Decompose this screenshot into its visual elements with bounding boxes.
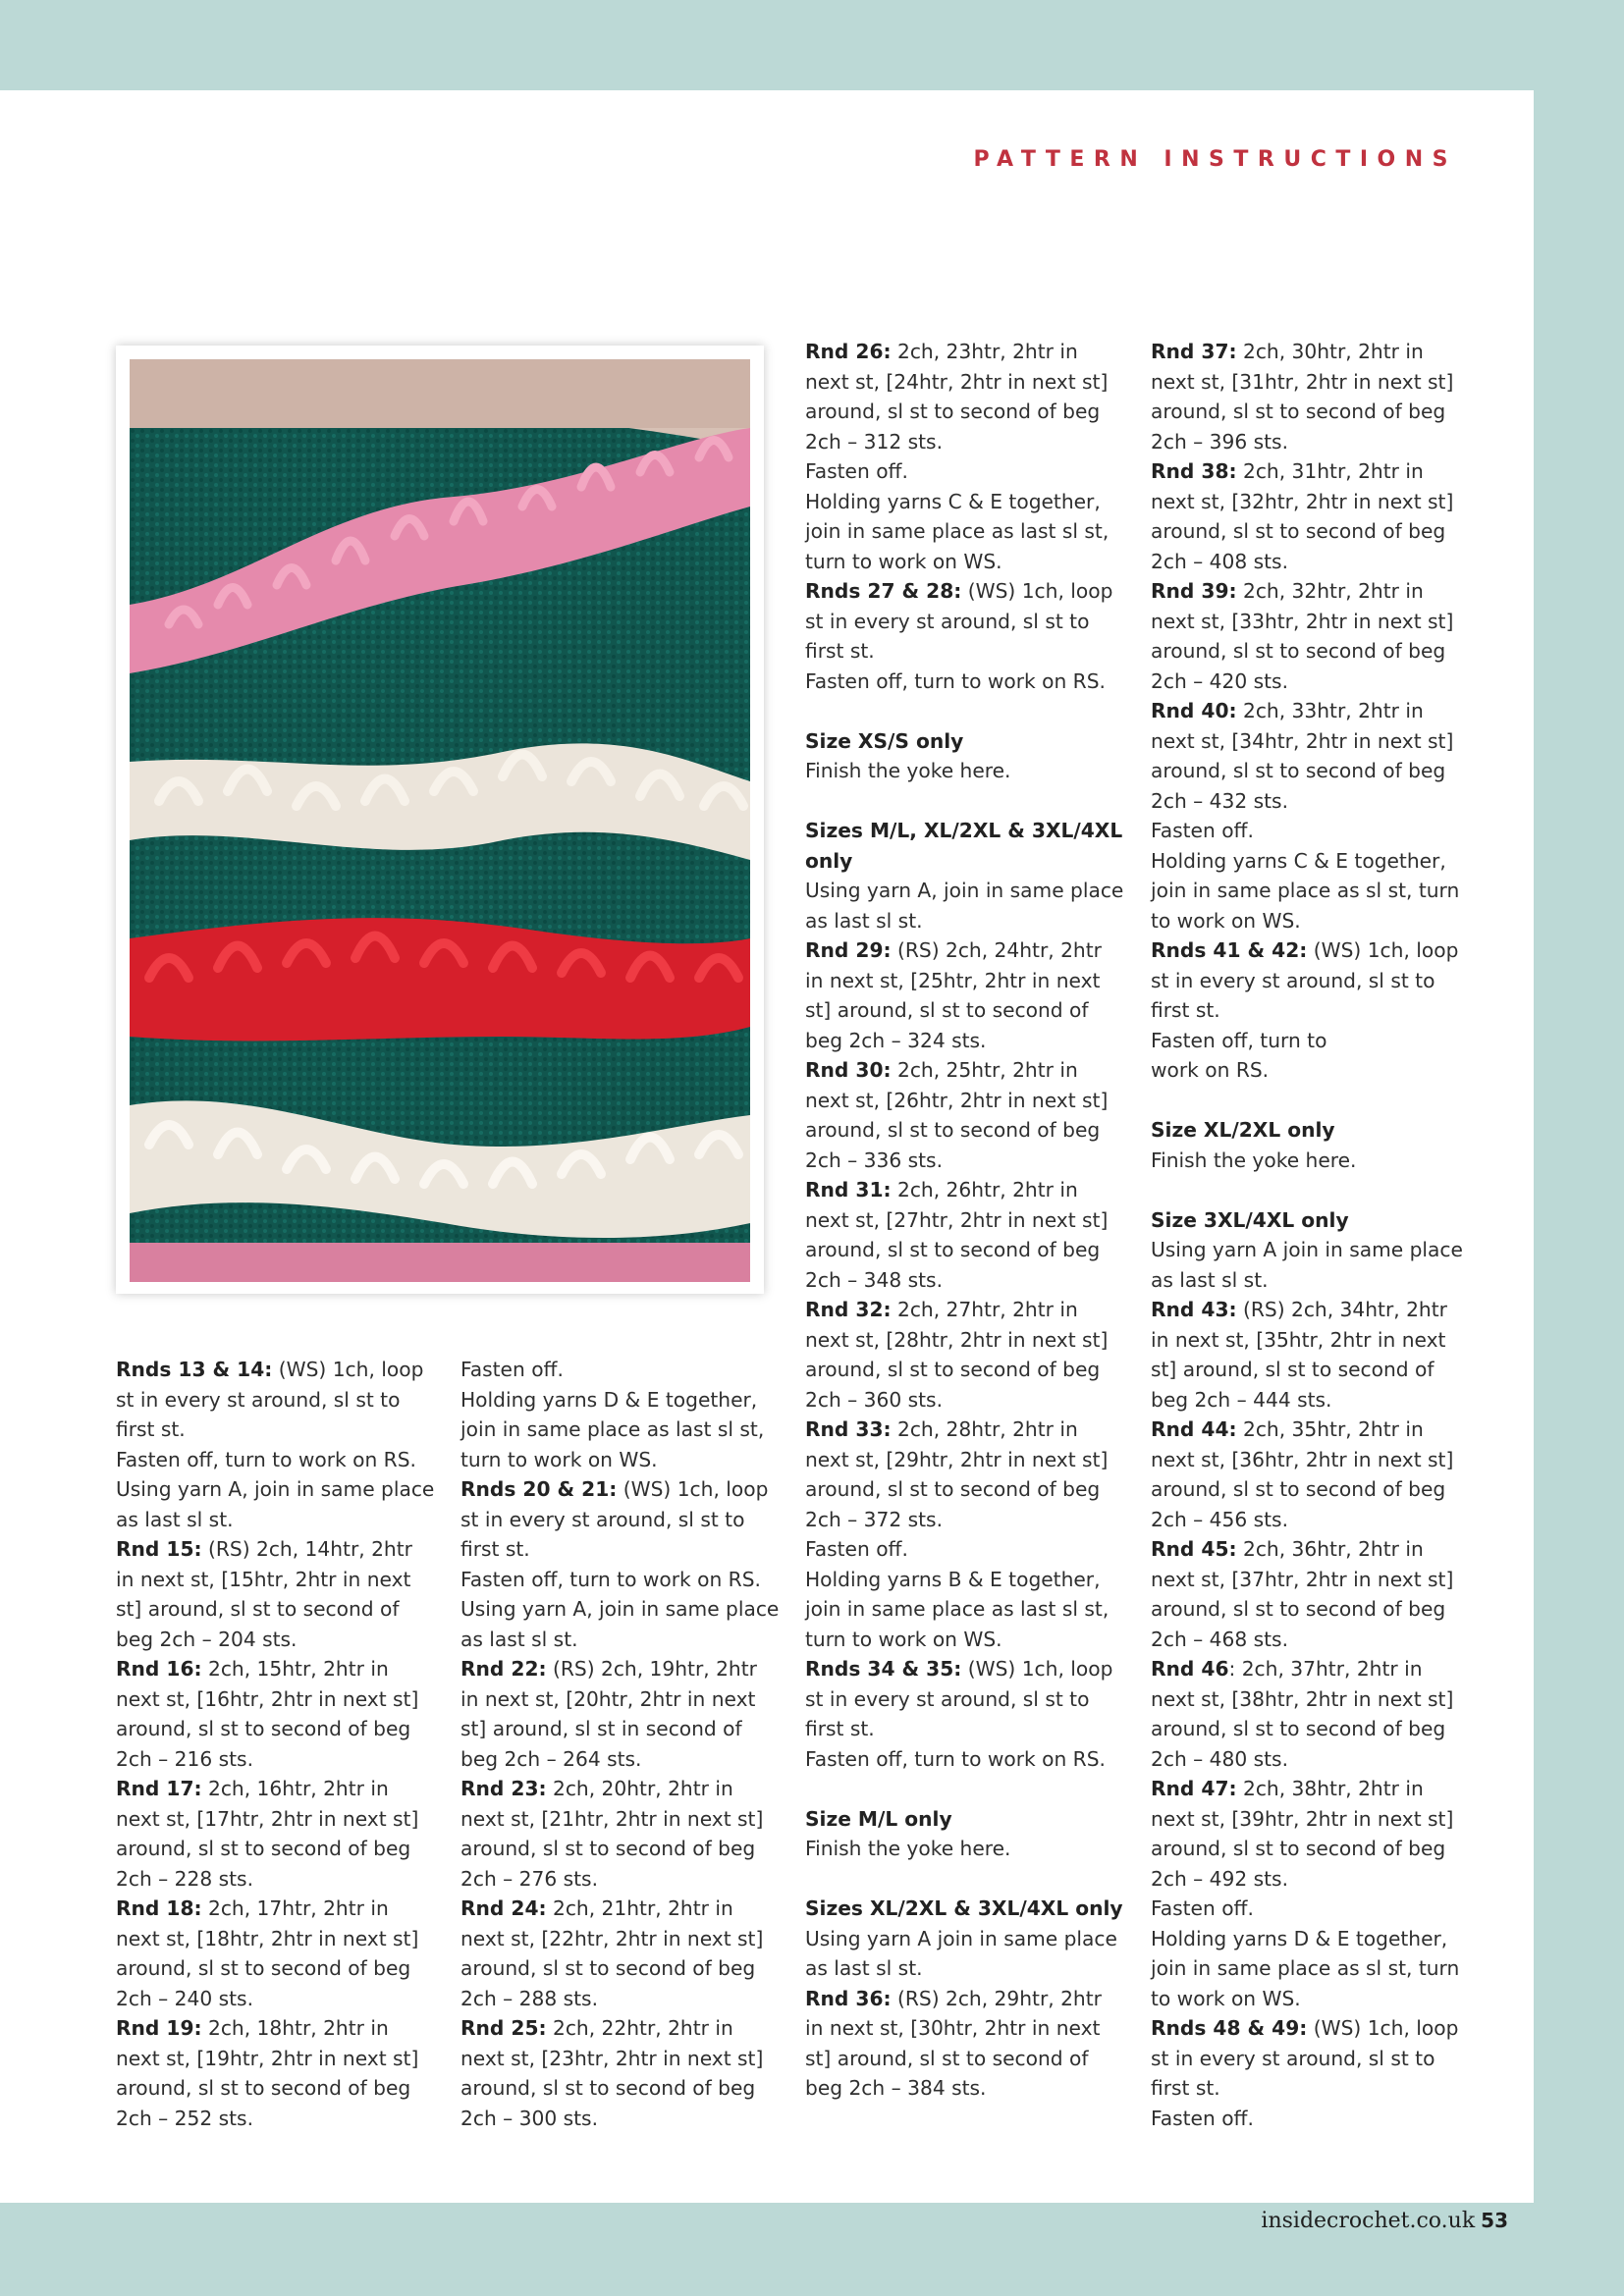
instruction-line: Holding yarns C & E together, join in same place as sl st, turn to work on WS. — [1151, 848, 1460, 933]
round-38: Rnd 38: 2ch, 31htr, 2htr in next st, [32htr, 2htr in next st] around, sl st to second of beg 2ch – 408 sts. — [1151, 459, 1454, 573]
instruction-line: Using yarn A, join in same place as last sl st. — [460, 1597, 780, 1651]
instruction-line: Fasten off. — [805, 1537, 908, 1561]
round-17: Rnd 17: 2ch, 16htr, 2htr in next st, [17htr, 2htr in next st] around, sl st to second of beg 2ch – 228 sts. — [116, 1777, 419, 1891]
size-heading: Sizes M/L, XL/2XL & 3XL/4XL only — [805, 819, 1123, 873]
instruction-line: Fasten off, turn to work on RS. — [805, 668, 1106, 693]
round-19: Rnd 19: 2ch, 18htr, 2htr in next st, [19htr, 2htr in next st] around, sl st to second of beg 2ch – 252 sts. — [116, 2016, 419, 2130]
instruction-line: Holding yarns D & E together, join in same place as last sl st, turn to work on WS. — [460, 1387, 765, 1471]
round-32: Rnd 32: 2ch, 27htr, 2htr in next st, [28htr, 2htr in next st] around, sl st to second of beg 2ch – 360 sts. — [805, 1298, 1109, 1412]
page-footer — [1261, 2209, 1508, 2233]
instruction-line: Fasten off, turn to work on RS. — [116, 1447, 416, 1471]
instruction-line: Finish the yoke here. — [1151, 1148, 1357, 1172]
instruction-line: Fasten off, turn to work on RS. — [460, 1567, 761, 1591]
instruction-line: Fasten off, turn to work on RS. — [805, 1746, 1106, 1771]
round-39: Rnd 39: 2ch, 32htr, 2htr in next st, [33htr, 2htr in next st] around, sl st to second of beg 2ch – 420 sts. — [1151, 579, 1454, 693]
size-heading: Sizes XL/2XL & 3XL/4XL only — [805, 1896, 1123, 1920]
size-heading: Size XS/S only — [805, 728, 964, 753]
instruction-line: Finish the yoke here. — [805, 759, 1011, 782]
instruction-line: Fasten off. — [1151, 1896, 1254, 1920]
instruction-line: Holding yarns B & E together, join in same place as last sl st, turn to work on WS. — [805, 1567, 1110, 1651]
round-48-49: Rnds 48 & 49: (WS) 1ch, loop st in every st around, sl st to first st. — [1151, 2016, 1459, 2100]
size-heading: Size 3XL/4XL only — [1151, 1207, 1349, 1232]
round-34-35: Rnds 34 & 35: (WS) 1ch, loop st in every st around, sl st to first st. — [805, 1657, 1113, 1740]
round-47: Rnd 47: 2ch, 38htr, 2htr in next st, [39htr, 2htr in next st] around, sl st to second of beg 2ch – 492 sts. — [1151, 1777, 1454, 1891]
instruction-line: Fasten off. — [805, 459, 908, 483]
instruction-line: work on RS. — [1151, 1058, 1270, 1082]
round-46: Rnd 46: 2ch, 37htr, 2htr in next st, [38htr, 2htr in next st] around, sl st to second of beg 2ch – 480 sts. — [1151, 1657, 1454, 1771]
round-13-14: Rnds 13 & 14: (WS) 1ch, loop st in every st around, sl st to first st. — [116, 1358, 424, 1441]
round-37: Rnd 37: 2ch, 30htr, 2htr in next st, [31htr, 2htr in next st] around, sl st to second of beg 2ch – 396 sts. — [1151, 340, 1454, 454]
round-20-21: Rnds 20 & 21: (WS) 1ch, loop st in every st around, sl st to first st. — [460, 1477, 769, 1561]
round-27-28: Rnds 27 & 28: (WS) 1ch, loop st in every st around, sl st to first st. — [805, 579, 1113, 663]
instruction-line: Fasten off. — [1151, 2106, 1254, 2130]
round-41-42: Rnds 41 & 42: (WS) 1ch, loop st in every st around, sl st to first st. — [1151, 938, 1459, 1022]
instruction-line: Fasten off, turn to — [1151, 1028, 1327, 1052]
round-25: Rnd 25: 2ch, 22htr, 2htr in next st, [23htr, 2htr in next st] around, sl st to second of beg 2ch – 300 sts. — [460, 2016, 764, 2130]
text-column-2 — [460, 1355, 780, 2133]
size-heading: Size M/L only — [805, 1806, 952, 1831]
instruction-line: Using yarn A join in same place as last sl st. — [1151, 1238, 1463, 1292]
round-30: Rnd 30: 2ch, 25htr, 2htr in next st, [26htr, 2htr in next st] around, sl st to second of beg 2ch – 336 sts. — [805, 1058, 1109, 1172]
round-33: Rnd 33: 2ch, 28htr, 2htr in next st, [29htr, 2htr in next st] around, sl st to second of beg 2ch – 372 sts. — [805, 1417, 1109, 1531]
website-link[interactable]: insidecrochet.co.uk — [1261, 2209, 1476, 2233]
round-22: Rnd 22: (RS) 2ch, 19htr, 2htr in next st, [20htr, 2htr in next st] around, sl st in second of beg 2ch – 264 sts. — [460, 1657, 757, 1771]
round-18: Rnd 18: 2ch, 17htr, 2htr in next st, [18htr, 2htr in next st] around, sl st to second of beg 2ch – 240 sts. — [116, 1896, 419, 2010]
size-heading: Size XL/2XL only — [1151, 1118, 1335, 1142]
section-title: PATTERN INSTRUCTIONS — [973, 147, 1457, 172]
round-15: Rnd 15: (RS) 2ch, 14htr, 2htr in next st, [15htr, 2htr in next st] around, sl st to second of beg 2ch – 204 sts. — [116, 1537, 412, 1651]
round-45: Rnd 45: 2ch, 36htr, 2htr in next st, [37htr, 2htr in next st] around, sl st to second of beg 2ch – 468 sts. — [1151, 1537, 1454, 1651]
instruction-line: Holding yarns D & E together, join in same place as sl st, turn to work on WS. — [1151, 1926, 1460, 2010]
instruction-line: Finish the yoke here. — [805, 1837, 1011, 1860]
instruction-line: Using yarn A join in same place as last sl st. — [805, 1926, 1117, 1980]
instruction-line: Fasten off. — [460, 1358, 564, 1381]
instruction-line: Using yarn A, join in same place as last sl st. — [116, 1477, 435, 1531]
page-number: 53 — [1481, 2209, 1508, 2232]
round-16: Rnd 16: 2ch, 15htr, 2htr in next st, [16htr, 2htr in next st] around, sl st to second of beg 2ch – 216 sts. — [116, 1657, 419, 1771]
round-44: Rnd 44: 2ch, 35htr, 2htr in next st, [36htr, 2htr in next st] around, sl st to second of beg 2ch – 456 sts. — [1151, 1417, 1454, 1531]
text-column-4 — [1151, 337, 1470, 2133]
round-36: Rnd 36: (RS) 2ch, 29htr, 2htr in next st, [30htr, 2htr in next st] around, sl st to second of beg 2ch – 384 sts. — [805, 1986, 1102, 2100]
round-23: Rnd 23: 2ch, 20htr, 2htr in next st, [21htr, 2htr in next st] around, sl st to second of beg 2ch – 276 sts. — [460, 1777, 764, 1891]
round-31: Rnd 31: 2ch, 26htr, 2htr in next st, [27htr, 2htr in next st] around, sl st to second of beg 2ch – 348 sts. — [805, 1178, 1109, 1292]
round-29: Rnd 29: (RS) 2ch, 24htr, 2htr in next st, [25htr, 2htr in next st] around, sl st to second of beg 2ch – 324 sts. — [805, 938, 1102, 1052]
text-column-1 — [116, 1355, 435, 2133]
photo-frame — [116, 346, 764, 1294]
instruction-line: Using yarn A, join in same place as last sl st. — [805, 879, 1124, 933]
crochet-loop-stripes-photo — [130, 359, 750, 1282]
round-43: Rnd 43: (RS) 2ch, 34htr, 2htr in next st, [35htr, 2htr in next st] around, sl st to second of beg 2ch – 444 sts. — [1151, 1298, 1447, 1412]
instruction-line: Holding yarns C & E together, join in same place as last sl st, turn to work on WS. — [805, 489, 1110, 573]
instruction-line: Fasten off. — [1151, 819, 1254, 842]
round-26: Rnd 26: 2ch, 23htr, 2htr in next st, [24htr, 2htr in next st] around, sl st to second of beg 2ch – 312 sts. — [805, 340, 1109, 454]
text-column-3 — [805, 337, 1124, 2104]
round-24: Rnd 24: 2ch, 21htr, 2htr in next st, [22htr, 2htr in next st] around, sl st to second of beg 2ch – 288 sts. — [460, 1896, 764, 2010]
round-40: Rnd 40: 2ch, 33htr, 2htr in next st, [34htr, 2htr in next st] around, sl st to second of beg 2ch – 432 sts. — [1151, 699, 1454, 813]
